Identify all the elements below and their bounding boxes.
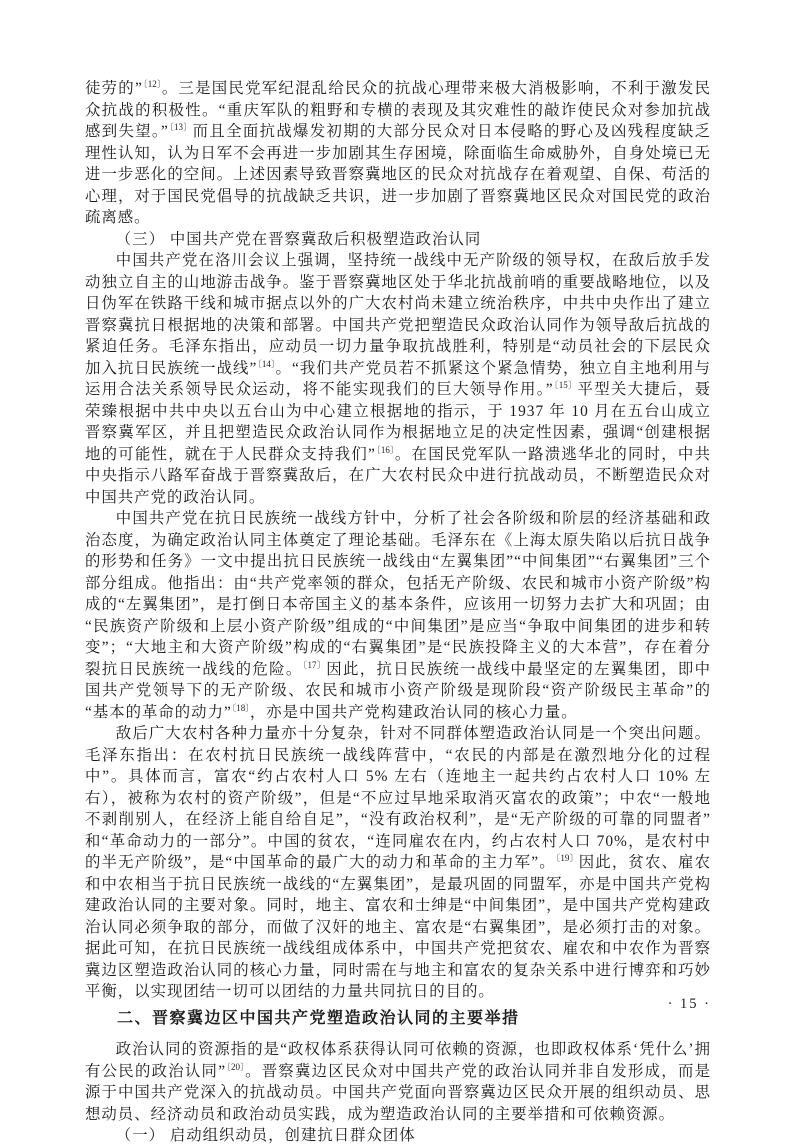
footnote-ref: 〔15〕 [553,379,578,390]
text-run: 平型关大捷后，聂荣臻根据中共中央以五台山为中心建立根据地的指示，于 1937 年 10 月在五台山成立晋察冀军区，并且把塑造民众政治认同作为根据地立足的决定性因素，强调“创建根据地的可能性，就在于人民群众支持我们” [85,381,711,463]
text-run: 中国共产党在洛川会议上强调，坚持统一战线中无产阶级的领导权，在敌后放手发动独立自主的山地游击战争。鉴于晋察冀地区处于华北抗战前哨的重要战略地位，以及日伪军在铁路干线和城市据点以外的广大农村尚未建立统治秩序，中共中央作出了建立晋察冀抗日根据地的决策和部署。中国共产党把塑造民众政治认同作为领导敌后抗战的紧迫任务。毛泽东指出，应动员一切力量争取抗战胜利，特别是“动员社会的下层民众加入抗日民族统一战线” [85,252,711,377]
text-run: 。“我们共产党员若不抓紧这个紧急情势，独立自主地利用与运用合法关系领导民众运动，将不能实现我们的巨大领导作用。” [85,359,711,398]
text-run: 。晋察冀边区民众对中国共产党的政治认同并非自发形成，而是源于中国共产党深入的抗战动员。中国共产党面向晋察冀边区民众开展的组织动员、思想动员、经济动员和政治动员实践，成为塑造政治认同的主要举措和可依赖资源。 [85,1062,711,1123]
body-paragraph [85,508,711,723]
body-paragraph [85,78,711,229]
body-paragraph [85,1039,711,1125]
body-paragraph [85,250,711,508]
footnote-ref: 〔20〕 [226,1061,246,1072]
document-body [85,78,711,1147]
text-run: 二、晋察冀边区中国共产党塑造政治认同的主要举措 [117,1009,520,1027]
text-run: 敌后广大农村各种力量亦十分复杂，针对不同群体塑造政治认同是一个突出问题。毛泽东指出：在农村抗日民族统一战线阵营中，“农民的内部是在激烈地分化的过程中”。具体而言，富农“约占农村人口 5% 左右（连地主一起共约占农村人口 10% 左右），被称为农村的资产阶级”，但是“不应过早地采取消灭富农的政策”；中农“一般地不剥削别人，在经济上能自给自足”，“没有政治权利”，是“无产阶级的可靠的同盟者”和“革命动力的一部分”。中国的贫农，“连同雇农在内，约占农村人口 70%，是农村中的半无产阶级”，是“中国革命的最广大的动力和革命的主力军”。 [85,725,711,871]
page-footer [85,996,711,1013]
text-run: 因此，抗日民族统一战线中最坚定的左翼集团，即中国共产党领导下的无产阶级、农民和城市小资产阶级是现阶段“资产阶级民主革命”的“基本的革命的动力” [85,660,711,721]
text-run: 因此，贫农、雇农和中农相当于抗日民族统一战线的“左翼集团”，是最巩固的同盟军，亦是中国共产党构建政治认同的主要对象。同时，地主、富农和士绅是“中间集团”，是中国共产党构建政治认同必须争取的部分，而做了汉奸的地主、富农是“右翼集团”，是必须打击的对象。据此可知，在抗日民族统一战线组成体系中，中国共产党把贫农、雇农和中农作为晋察冀边区塑造政治认同的核心力量，同时需在与地主和富农的复杂关系中进行博弈和巧妙平衡，以实现团结一切可以团结的力量共同抗日的目的。 [85,854,711,1000]
text-run: ，亦是中国共产党构建政治认同的核心力量。 [249,703,578,721]
body-paragraph [85,723,711,1003]
text-run: （三） 中国共产党在晋察冀敌后积极塑造政治认同 [115,230,482,248]
page-number: · 15 · [667,996,711,1012]
footnote-ref: 〔16〕 [375,444,395,455]
footnote-ref: 〔14〕 [257,358,276,369]
text-run: （一） 启动组织动员，创建抗日群众团体 [115,1127,416,1144]
footnote-ref: 〔18〕 [231,702,250,713]
footnote-ref: 〔13〕 [168,121,193,132]
footnote-ref: 〔19〕 [555,852,579,863]
text-run: 政治认同的资源指的是“政权体系获得认同可依赖的资源，也即政权体系‘凭什么’拥有公民的政治认同” [85,1041,711,1080]
subsection-heading [85,229,711,251]
text-run: 中国共产党在抗日民族统一战线方针中，分析了社会各阶级和阶层的经济基础和政治态度，为确定政治认同主体奠定了理论基础。毛泽东在《上海太原失陷以后抗日战争的形势和任务》一文中提出抗日民族统一战线由“左翼集团”“中间集团”“右翼集团”三个部分组成。他指出：由“共产党率领的群众，包括无产阶级、农民和城市小资产阶级”构成的“左翼集团”，是打倒日本帝国主义的基本条件，应该用一切努力去扩大和巩固；由“民族资产阶级和上层小资产阶级”组成的“中间集团”是应当“争取中间集团的进步和转变”；“大地主和大资产阶级”构成的“右翼集团”是“民族投降主义的大本营”，存在着分裂抗日民族统一战线的危险。 [85,510,711,678]
footnote-ref: 〔17〕 [302,659,327,670]
text-run: 。三是国民党军纪混乱给民众的抗战心理带来极大消极影响，不利于激发民众抗战的积极性。“重庆军队的粗野和专横的表现及其灾难性的敲诈使民众对参加抗战感到失望。” [85,80,711,140]
text-run: 。在国民党军队一路溃逃华北的同时，中共中央指示八路军奋战于晋察冀敌后，在广大农村民众中进行抗战动员，不断塑造民众对中国共产党的政治认同。 [85,445,711,506]
subsection-heading [85,1125,711,1147]
text-run: 徒劳的” [85,80,143,97]
footnote-ref: 〔12〕 [142,78,162,89]
text-run: 而且全面抗战爆发初期的大部分民众对日本侵略的野心及凶残程度缺乏理性认知，认为日军不会再进一步加剧其生存困境，除面临生命威胁外，自身处境已无进一步恶化的空间。上述因素导致晋察冀地区的民众对抗战存在着观望、自保、苟活的心理，对于国民党倡导的抗战缺乏共识，进一步加剧了晋察冀地区民众对国民党的政治疏离感。 [85,123,711,226]
